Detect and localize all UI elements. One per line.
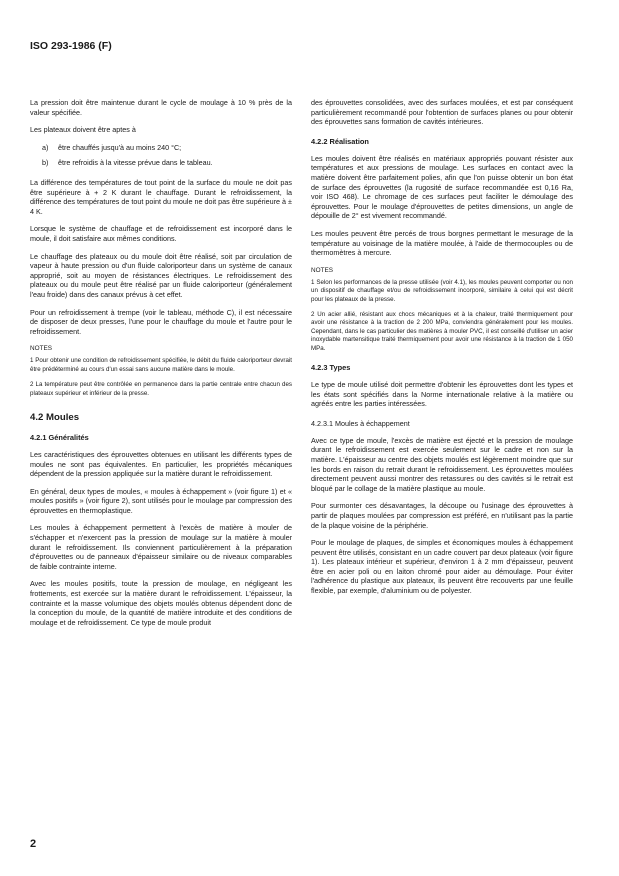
subsection-heading: 4.2.1 Généralités <box>30 432 89 442</box>
notes-heading: NOTES <box>30 345 53 353</box>
paragraph: Avec les moules positifs, toute la pression de moulage, en négligeant les frottements, est exercée sur la matière durant le refroidissement. L'épaisseur, la contrainte et la masse volumique des objets moulés obtenus dépendent donc de la conception du moule, de la quantité de matière introduite et des conditions de moulage et de refroidissement. Ce type de moule produit <box>30 579 292 627</box>
document-header: ISO 293-1986 (F) <box>30 40 112 52</box>
paragraph: Pour un refroidissement à trempe (voir le tableau, méthode C), il est nécessaire de disposer de deux presses, l'une pour le chauffage du moule et l'autre pour le refroidissement. <box>30 307 292 336</box>
paragraph: La pression doit être maintenue durant le cycle de moulage à 10 % près de la valeur spécifiée. <box>30 98 292 117</box>
right-column <box>311 98 573 604</box>
paragraph: Avec ce type de moule, l'excès de matière est éjecté et la pression de moulage durant le refroidissement est exercée seulement sur le cadre et non sur la matière. L'épaisseur au centre des objets moulés est légèrement moindre que sur les bords en raison du retrait durant le refroidissement. Les éprouvettes moulées directement peuvent aussi montrer des retassures ou des cavités si le retrait est bloqué par le collage de la matière plastique au moule. <box>311 435 573 493</box>
page-number: 2 <box>30 838 37 850</box>
list-marker: a) <box>42 142 49 152</box>
list-text: être chauffés jusqu'à au moins 240 °C; <box>58 142 182 152</box>
list-text: être refroidis à la vitesse prévue dans le tableau. <box>58 158 213 168</box>
section-heading: 4.2 Moules <box>30 411 80 423</box>
paragraph: Le chauffage des plateaux ou du moule doit être réalisé, soit par circulation de vapeur à haute pression ou d'un fluide caloriporteur dans un système de canaux approprié, soit au moyen de résistances électriques. Le refroidissement des plateaux ou du moule peut être réalisé par un fluide caloriporteur (généralement l'eau froide) dans des canaux prévus à cet effet. <box>30 251 292 299</box>
list-marker: b) <box>42 158 49 168</box>
paragraph: Pour surmonter ces désavantages, la découpe ou l'usinage des éprouvettes à partir de plaques moulées par compression est préféré, en n'utilisant pas la partie de la plaque voisine de la périphérie. <box>311 501 573 530</box>
paragraph: Les moules à échappement permettent à l'excès de matière à mouler de s'échapper et n'exercent pas la pression de moulage sur la matière à mouler durant le refroidissement. Ils conviennent particulièrement à la préparation d'éprouvettes ou de panneaux d'épaisseur similaire ou de niveaux comparables de faible contrainte interne. <box>30 523 292 571</box>
paragraph: Les plateaux doivent être aptes à <box>30 125 136 135</box>
note: 2 La température peut être contrôlée en permanence dans la partie centrale entre chacun des plateaux supérieur et inférieur de la presse. <box>30 381 292 397</box>
paragraph: Le type de moule utilisé doit permettre d'obtenir les éprouvettes dont les types et les états sont spécifiés dans la Norme internationale relative à la matière ou agréés entre les parties intéressées. <box>311 379 573 409</box>
paragraph: Pour le moulage de plaques, de simples et économiques moules à échappement peuvent être utilisés, consistant en un cadre couvert par deux plateaux (voir figure 1). Les plateaux intérieur et supérieur, d'environ 1 à 2 mm d'épaisseur, peuvent être en acier poli ou en laiton chromé pour aider au démoulage. Pour éviter l'adhérence du plastique aux plateaux, ils peuvent être recouverts par une feuille flexible, par exemple, d'aluminium ou de polyester. <box>311 538 573 596</box>
paragraph: Les moules doivent être réalisés en matériaux appropriés pouvant résister aux températures et aux pressions de moulage. Les surfaces en contact avec la matière doivent être parfaitement polies, afin que l'on puisse obtenir un bon état de surface des éprouvettes (la rugosité de surface recommandée est 0,16 Ra, voir ISO 468). Le chromage de ces surfaces peut faciliter le démoulage des éprouvettes. Pour le moulage d'éprouvettes de petites dimensions, un angle de dépouille de 2° est vivement recommandé. <box>311 153 573 221</box>
list-item <box>42 143 292 153</box>
paragraph: Lorsque le système de chauffage et de refroidissement est incorporé dans le moule, il doit satisfaire aux mêmes conditions. <box>30 224 292 243</box>
subsection-heading: 4.2.3 Types <box>311 362 351 372</box>
paragraph: des éprouvettes consolidées, avec des surfaces moulées, et est par conséquent particulièrement recommandé pour l'obtention de surfaces planes ou pour obtenir des éprouvettes sans formation de cavités intérieures. <box>311 98 573 127</box>
paragraph: Les caractéristiques des éprouvettes obtenues en utilisant les différents types de moules ne sont pas équivalentes. En particulier, les propriétés mécaniques dépendent de la pression appliquée sur la matière durant le refroidissement. <box>30 449 292 479</box>
left-column <box>30 98 292 635</box>
note: 1 Pour obtenir une condition de refroidissement spécifiée, le débit du fluide caloriporteur devrait être prédéterminé au cours d'un essai sans aucune matière dans le moule. <box>30 357 292 373</box>
note: 2 Un acier allié, résistant aux chocs mécaniques et à la chaleur, traité thermiquement pour avoir une résistance à la traction de 2 200 MPa, conviendra généralement pour les moules. Cependant, dans le cas particulier des matières à mouler PVC, il est conseillé d'utiliser un acier inoxydable martensitique traité thermiquement pour avoir une résistance à la traction de 1 050 MPa. <box>311 310 573 352</box>
paragraph: En général, deux types de moules, « moules à échappement » (voir figure 1) et « moules positifs » (voir figure 2), sont utilisés pour le moulage par compression des éprouvettes en thermoplastique. <box>30 486 292 515</box>
notes-heading: NOTES <box>311 266 334 274</box>
list-item <box>42 158 292 168</box>
subsubsection-heading: 4.2.3.1 Moules à échappement <box>311 418 410 428</box>
paragraph: Les moules peuvent être percés de trous borgnes permettant le mesurage de la température au voisinage de la matière moulée, à l'aide de thermocouples ou de thermomètres à mercure. <box>311 228 573 258</box>
note: 1 Selon les performances de la presse utilisée (voir 4.1), les moules peuvent comporter ou non un dispositif de chauffage et/ou de refroidissement incorporé, similaire à celui qui est décrit pour les plateaux de la presse. <box>311 278 573 303</box>
paragraph: La différence des températures de tout point de la surface du moule ne doit pas être supérieure à + 2 K durant le chauffage. Durant le refroidissement, la différence des températures de tout point du moule ne doit pas être supérieure à ± 4 K. <box>30 177 292 216</box>
subsection-heading: 4.2.2 Réalisation <box>311 136 369 146</box>
